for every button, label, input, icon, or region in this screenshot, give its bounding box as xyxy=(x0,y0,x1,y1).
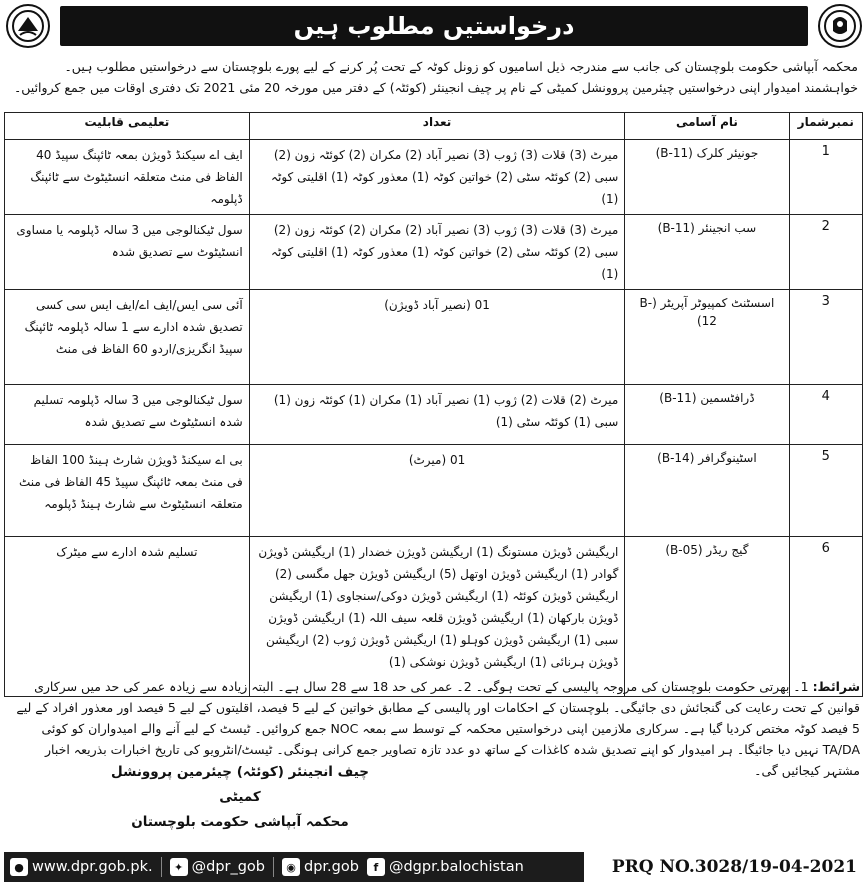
facebook-icon: f xyxy=(367,858,385,876)
row-serial: 1 xyxy=(789,140,863,215)
prq-number: PRQ NO.3028/19-04-2021 xyxy=(611,857,857,877)
row-serial: 5 xyxy=(789,445,863,537)
balochistan-government-logo xyxy=(818,4,862,48)
header-serial: نمبرشمار xyxy=(789,113,863,140)
row-count: 01 (میرٹ) xyxy=(249,445,625,537)
row-qualification: بی اے سیکنڈ ڈویژن شارٹ ہینڈ 100 الفاظ فی منٹ بمعہ ٹائپنگ سپیڈ 45 الفاظ فی منٹ متعلقہ انسٹیٹوٹ سے شارٹ ہینڈ ڈپلومہ xyxy=(5,445,250,537)
signature-block xyxy=(110,760,370,835)
table-row xyxy=(5,290,863,385)
crest-icon xyxy=(823,9,857,43)
table-row xyxy=(5,385,863,445)
footer xyxy=(4,852,863,882)
table-row xyxy=(5,537,863,697)
table-row xyxy=(5,445,863,537)
globe-icon: ● xyxy=(10,858,28,876)
row-post: سب انجینئر (B-11) xyxy=(625,215,789,290)
row-count: میرٹ (3) قلات (3) ژوب (3) نصیر آباد (2) مکران (2) کوئٹہ زون (2) سبی (2) کوئٹہ سٹی (2) خواتین کوٹہ (1) معذور کوٹہ (1) اقلیتی کوٹہ (1) xyxy=(249,140,625,215)
facebook-text: @dgpr.balochistan xyxy=(388,859,524,875)
signature-line-1: چیف انجینئر (کوئٹہ) چیئرمین پروونشل کمیٹی xyxy=(111,764,369,805)
conditions-label: شرائط: xyxy=(812,679,860,694)
row-post: گیج ریڈر (B-05) xyxy=(625,537,789,697)
intro-text: محکمہ آبپاشی حکومت بلوچستان کی جانب سے مندرجہ ذیل اسامیوں کو زونل کوٹہ کے تحت پُر کرنے کے لیے پورے بلوچستان سے درخواستیں مطلوب ہیں۔ خواہشمند امیدوار اپنی درخواستیں چیئرمین پروونشل کمیٹی کے نام پر چیف انجینئر (کوئٹہ) کے دفتر میں مورخہ 20 مئی 2021 تک دفتری اوقات میں جمع کروائیں۔ xyxy=(13,59,858,95)
website-link[interactable] xyxy=(10,858,153,876)
row-qualification: آئی سی ایس/ایف اے/ایف ایس سی کسی تصدیق شدہ ادارے سے 1 سالہ ڈپلومہ ٹائپنگ سپیڈ انگریزی/اردو 60 الفاظ فی منٹ xyxy=(5,290,250,385)
row-count: میرٹ (3) قلات (3) ژوب (3) نصیر آباد (2) مکران (2) کوئٹہ زون (2) سبی (2) کوئٹہ سٹی (2) خواتین کوٹہ (1) معذور کوٹہ (1) اقلیتی کوٹہ (1) xyxy=(249,215,625,290)
twitter-text: @dpr_gob xyxy=(191,859,266,875)
row-serial: 2 xyxy=(789,215,863,290)
page-title: درخواستیں مطلوب ہیں xyxy=(60,6,808,46)
row-count: اریگیشن ڈویژن مستونگ (1) اریگیشن ڈویژن خضدار (1) اریگیشن ڈویژن گوادر (1) اریگیشن ڈویژن اوتھل (5) اریگیشن ڈویژن جھل مگسی (2) اریگیشن ڈویژن کوئٹہ (1) اریگیشن ڈویژن دوکی/سنجاوی (1) اریگیشن ڈویژن بارکھان (1) اریگیشن ڈویژن قلعہ سیف اللہ (1) اریگیشن ڈویژن سبی (1) اریگیشن ڈویژن کوہلو (1) اریگیشن ڈویژن ژوب (2) اریگیشن ڈویژن ہرنائی (1) اریگیشن ڈویژن نوشکی (1) xyxy=(249,537,625,697)
social-links-bar xyxy=(4,852,584,882)
table-row xyxy=(5,215,863,290)
table-header-row xyxy=(5,113,863,140)
instagram-link[interactable] xyxy=(282,858,359,876)
row-count: 01 (نصیر آباد ڈویژن) xyxy=(249,290,625,385)
twitter-icon: ✦ xyxy=(170,858,188,876)
website-text: www.dpr.gob.pk. xyxy=(32,859,153,875)
row-serial: 3 xyxy=(789,290,863,385)
row-serial: 6 xyxy=(789,537,863,697)
conditions-body: 1۔ بھرتی حکومت بلوچستان کی مروجہ پالیسی کے تحت ہوگی۔ 2۔ عمر کی حد 18 سے 28 سال ہے۔ البتہ زیادہ سے زیادہ عمر کی حد میں سرکاری قوانین کے تحت رعایت کی گنجائش دی جائیگی۔ بلوچستان کے احکامات اور پالیسی کے مطابق خواتین کے لیے 5 فیصد، اقلیتوں کے لیے 5 فیصد اور معذور افراد کے لیے 5 فیصد کوٹہ مختص کردیا گیا ہے۔ سرکاری ملازمین اپنی درخواستیں محکمہ کے توسط سے بمعہ NOC جمع کروائیں۔ ٹیسٹ کے لیے آنے والے امیدواران کو کوئی TA/DA نہیں دیا جائیگا۔ ہر امیدوار کو اپنے تصدیق شدہ کاغذات کے ساتھ دو عدد تازہ تصاویر جمع کرانی ہونگی۔ ٹیسٹ/انٹرویو کی تاریخ اخبارات بذریعہ اخبار مشتہر کیجائیں گی۔ xyxy=(16,679,860,778)
vacancies-table xyxy=(4,112,863,697)
header-count: تعداد xyxy=(249,113,625,140)
row-post: اسسٹنٹ کمپیوٹر آپریٹر (B-12) xyxy=(625,290,789,385)
instagram-text: dpr.gob xyxy=(304,859,359,875)
row-count: میرٹ (2) قلات (2) ژوب (1) نصیر آباد (1) مکران (1) کوئٹہ زون (1) سبی (1) کوئٹہ سٹی (1) xyxy=(249,385,625,445)
row-qualification: سول ٹیکنالوجی میں 3 سالہ ڈپلومہ یا مساوی انسٹیٹوٹ سے تصدیق شدہ xyxy=(5,215,250,290)
row-post: اسٹینوگرافر (B-14) xyxy=(625,445,789,537)
header xyxy=(6,4,862,48)
facebook-link[interactable] xyxy=(367,858,524,876)
irrigation-department-logo xyxy=(6,4,50,48)
row-post: ڈرافٹسمین (B-11) xyxy=(625,385,789,445)
divider xyxy=(273,857,274,877)
signature-line-2: محکمہ آبپاشی حکومت بلوچستان xyxy=(131,814,349,830)
header-post: نام آسامی xyxy=(625,113,789,140)
row-qualification: سول ٹیکنالوجی میں 3 سالہ ڈپلومہ تسلیم شدہ انسٹیٹوٹ سے تصدیق شدہ xyxy=(5,385,250,445)
row-qualification: تسلیم شدہ ادارے سے میٹرک xyxy=(5,537,250,697)
table-row xyxy=(5,140,863,215)
instagram-icon: ◉ xyxy=(282,858,300,876)
row-qualification: ایف اے سیکنڈ ڈویژن بمعہ ٹائپنگ سپیڈ 40 الفاظ فی منٹ متعلقہ انسٹیٹوٹ سے ٹائپنگ ڈپلومہ xyxy=(5,140,250,215)
twitter-link[interactable] xyxy=(170,858,265,876)
emblem-icon xyxy=(11,9,45,43)
row-serial: 4 xyxy=(789,385,863,445)
divider xyxy=(161,857,162,877)
row-post: جونیئر کلرک (B-11) xyxy=(625,140,789,215)
header-qualification: تعلیمی قابلیت xyxy=(5,113,250,140)
